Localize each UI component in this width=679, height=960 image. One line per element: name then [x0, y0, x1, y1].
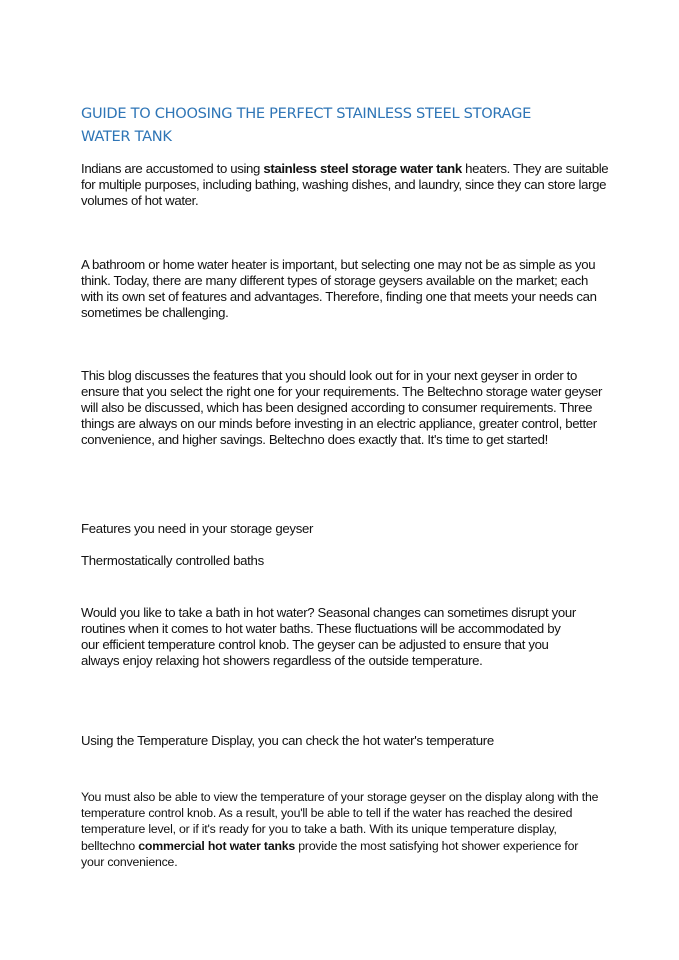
display-keyword: commercial hot water tanks: [138, 838, 296, 853]
display-text-end: provide the most satisfying hot shower experience for your convenience.: [81, 838, 579, 869]
thermostat-paragraph: Would you like to take a bath in hot water? Seasonal changes can sometimes disrupt your routines when it comes to hot water baths. These fluctuations will be accommodated by our efficient temperature control knob. The geyser can be adjusted to ensure that you always enjoy relaxing hot showers regardless of the outside temperature.: [81, 605, 576, 668]
temperature-display-heading: Using the Temperature Display, you can check the hot water's temperature: [81, 733, 494, 748]
intro-text-end: heaters. They are suitable for multiple purposes, including bathing, washing dishes, and laundry, since they can store large volumes of hot water.: [81, 161, 609, 208]
selection-paragraph: A bathroom or home water heater is important, but selecting one may not be as simple as you think. Today, there are many different types of storage geysers available on the market; each with its own set of features and advantages. Therefore, finding one that meets your needs can sometimes be challenging.: [81, 257, 597, 320]
thermostat-subheading: Thermostatically controlled baths: [81, 553, 264, 568]
intro-keyword: stainless steel storage water tank: [263, 161, 462, 176]
intro-text-start: Indians are accustomed to using: [81, 161, 264, 176]
display-text-start: You must also be able to view the temperature of your storage geyser on the display along with the temperature control knob. As a result, you'll be able to tell if the water has reached the desired temperature level, or if it's ready for you to take a bath. With its unique temperature display, belltechno: [81, 790, 599, 853]
temperature-display-paragraph: [81, 789, 601, 870]
intro-paragraph: [81, 161, 611, 209]
features-heading: Features you need in your storage geyser: [81, 521, 314, 536]
blog-overview-paragraph: This blog discusses the features that you should look out for in your next geyser in order to ensure that you select the right one for your requirements. The Beltechno storage water geyser will also be discussed, which has been designed according to consumer requirements. Three things are always on our minds before investing in an electric appliance, greater control, better convenience, and higher savings. Beltechno does exactly that. It's time to get started!: [81, 368, 603, 447]
document-title: GUIDE TO CHOOSING THE PERFECT STAINLESS STEEL STORAGE WATER TANK: [81, 105, 531, 145]
